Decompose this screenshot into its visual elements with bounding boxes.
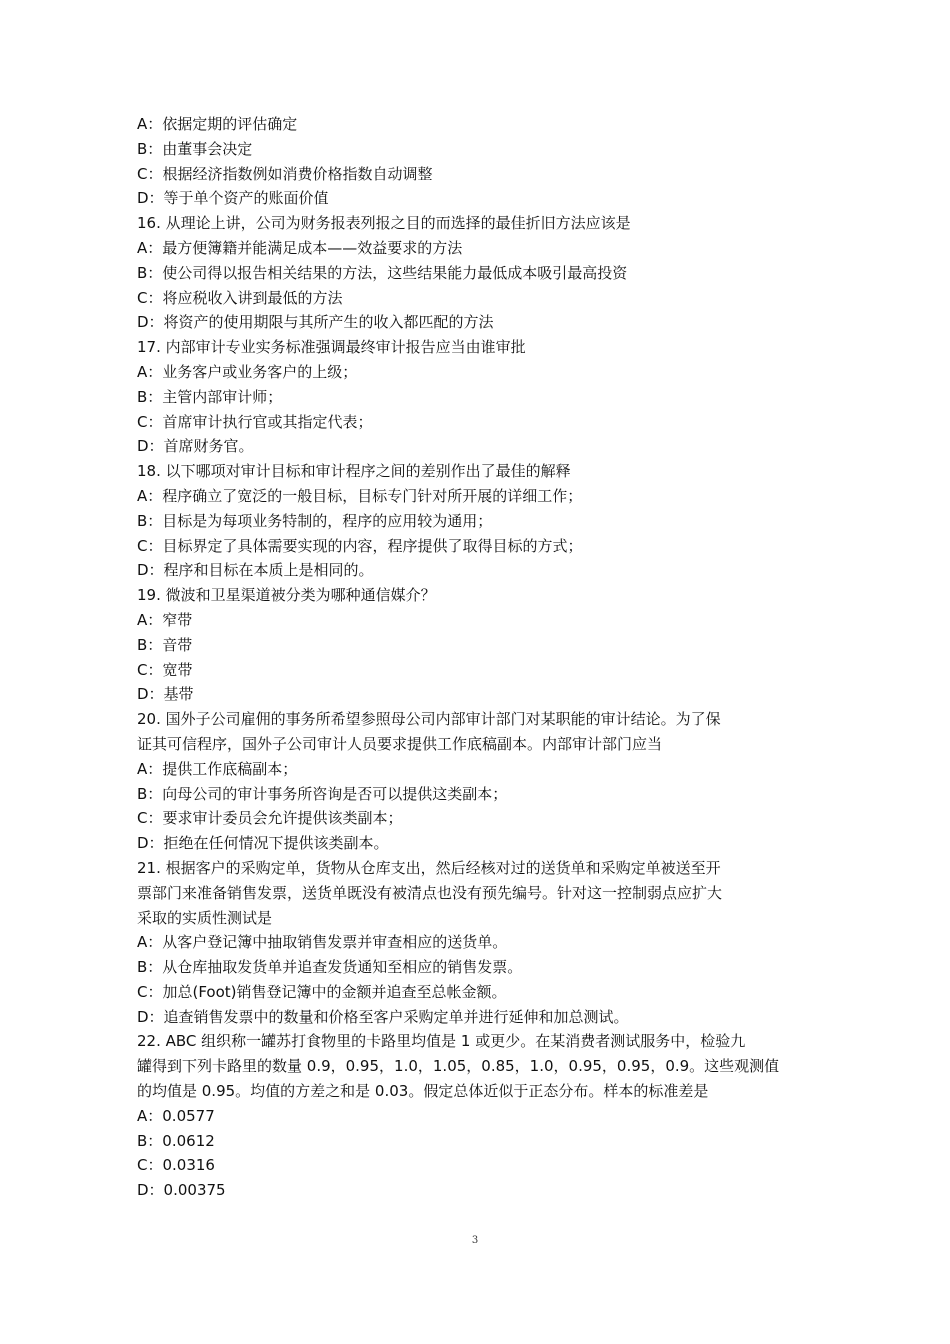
option-line: C：宽带	[137, 660, 193, 679]
question-21-continued: 采取的实质性测试是	[137, 908, 273, 927]
option-line: C：首席审计执行官或其指定代表；	[137, 412, 373, 431]
option-line: A：从客户登记簿中抽取销售发票并审查相应的送货单。	[137, 933, 508, 952]
option-line: C：要求审计委员会允许提供该类副本；	[137, 809, 403, 828]
option-line: B：0.0612	[137, 1131, 215, 1150]
question-22: 22. ABC 组织称一罐苏打食物里的卡路里均值是 1 或更少。在某消费者测试服务中，检验九	[137, 1032, 746, 1051]
question-21: 21. 根据客户的采购定单，货物从仓库支出，然后经核对过的送货单和采购定单被送至开	[137, 858, 721, 877]
option-line: C：加总(Foot)销售登记簿中的金额并追查至总帐金额。	[137, 982, 507, 1001]
option-line: C：目标界定了具体需要实现的内容，程序提供了取得目标的方式；	[137, 536, 583, 555]
option-line: A：0.0577	[137, 1106, 215, 1125]
option-line: C：将应税收入讲到最低的方法	[137, 288, 343, 307]
question-16: 16. 从理论上讲，公司为财务报表列报之目的而选择的最佳折旧方法应该是	[137, 214, 631, 233]
option-line: B：目标是为每项业务特制的，程序的应用较为通用；	[137, 511, 493, 530]
option-line: A：程序确立了宽泛的一般目标，目标专门针对所开展的详细工作；	[137, 486, 583, 505]
question-20-continued: 证其可信程序，国外子公司审计人员要求提供工作底稿副本。内部审计部门应当	[137, 734, 663, 753]
option-line: D：基带	[137, 685, 194, 704]
option-line: D：程序和目标在本质上是相同的。	[137, 561, 374, 580]
option-line: D：追查销售发票中的数量和价格至客户采购定单并进行延伸和加总测试。	[137, 1007, 629, 1026]
question-22-continued: 罐得到下列卡路里的数量 0.9，0.95，1.0，1.05，0.85，1.0，0.95，0.95，0.9。这些观测值	[137, 1057, 780, 1076]
option-line: C：0.0316	[137, 1156, 215, 1175]
option-line: D：拒绝在任何情况下提供该类副本。	[137, 834, 389, 853]
option-line: B：由董事会决定	[137, 139, 253, 158]
question-17: 17. 内部审计专业实务标准强调最终审计报告应当由谁审批	[137, 338, 526, 357]
option-line: A：提供工作底稿副本；	[137, 759, 298, 778]
page-number: 3	[471, 1235, 479, 1246]
document-body	[137, 112, 817, 1203]
option-line: A：业务客户或业务客户的上级；	[137, 362, 358, 381]
option-line: B：向母公司的审计事务所咨询是否可以提供这类副本；	[137, 784, 508, 803]
question-21-continued: 票部门来准备销售发票，送货单既没有被清点也没有预先编号。针对这一控制弱点应扩大	[137, 883, 723, 902]
option-line: B：音带	[137, 635, 193, 654]
option-line: A：最方便簿籍并能满足成本——效益要求的方法	[137, 238, 463, 257]
option-line: D：将资产的使用期限与其所产生的收入都匹配的方法	[137, 313, 494, 332]
question-20: 20. 国外子公司雇佣的事务所希望参照母公司内部审计部门对某职能的审计结论。为了保	[137, 710, 721, 729]
option-line: A：依据定期的评估确定	[137, 115, 298, 133]
option-line: D：等于单个资产的账面价值	[137, 189, 329, 208]
option-line: B：从仓库抽取发货单并追查发货通知至相应的销售发票。	[137, 958, 523, 977]
option-line: C：根据经济指数例如消费价格指数自动调整	[137, 164, 433, 183]
question-19: 19. 微波和卫星渠道被分类为哪种通信媒介？	[137, 586, 436, 605]
option-line: A：窄带	[137, 610, 193, 629]
question-22-continued: 的均值是 0.95。均值的方差之和是 0.03。假定总体近似于正态分布。样本的标准差是	[137, 1082, 709, 1101]
question-18: 18. 以下哪项对审计目标和审计程序之间的差别作出了最佳的解释	[137, 462, 571, 481]
option-line: B：使公司得以报告相关结果的方法，这些结果能力最低成本吸引最高投资	[137, 263, 628, 282]
option-line: D：0.00375	[137, 1181, 226, 1200]
option-line: B：主管内部审计师；	[137, 387, 283, 406]
option-line: D：首席财务官。	[137, 437, 254, 456]
